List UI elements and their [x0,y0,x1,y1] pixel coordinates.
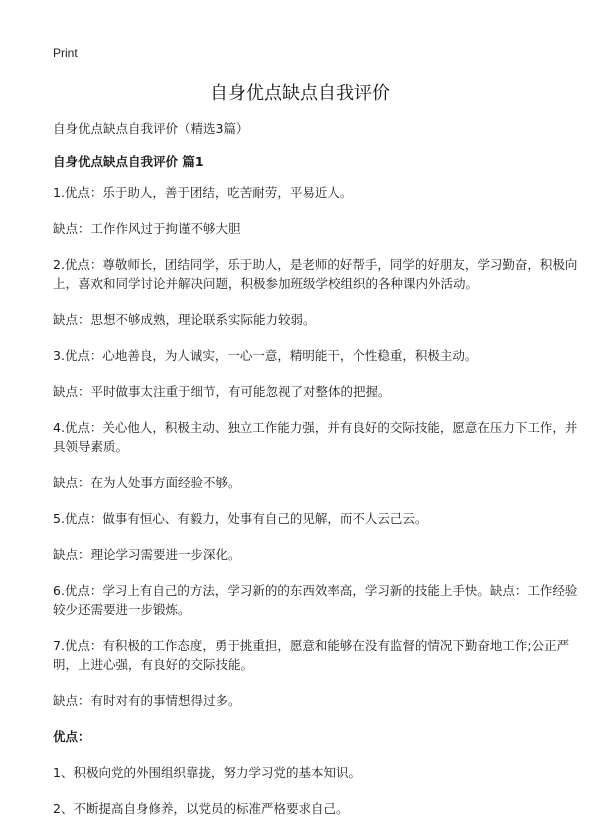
paragraph-5: 3.优点：心地善良，为人诚实，一心一意，精明能干，个性稳重，积极主动。 [53,348,478,363]
section-heading-2: 优点： [53,729,91,744]
paragraph-8: 缺点：在为人处事方面经验不够。 [53,475,241,490]
document-body [53,119,578,835]
paragraph-13: 缺点：有时对有的事情想得过多。 [53,693,241,708]
paragraph-11: 6.优点：学习上有自己的方法，学习新的的东西效率高，学习新的技能上手快。缺点：工作经验较少还需要进一步锻炼。 [53,583,578,617]
paragraph-14: 1、积极向党的外围组织靠拢，努力学习党的基本知识。 [53,765,361,780]
paragraph-12: 7.优点：有积极的工作态度，勇于挑重担，愿意和能够在没有监督的情况下勤奋地工作;公正严明，上进心强，有良好的交际技能。 [53,638,570,672]
paragraph-15: 2、不断提高自身修养，以党员的标准严格要求自己。 [53,801,349,816]
paragraph-4: 缺点：思想不够成熟，理论联系实际能力较弱。 [53,312,316,327]
print-label: Print [53,46,78,60]
document-subtitle: 自身优点缺点自我评价（精选3篇） [53,121,249,136]
paragraph-7: 4.优点：关心他人，积极主动、独立工作能力强，并有良好的交际技能，愿意在压力下工作，并具领导素质。 [53,420,578,454]
paragraph-6: 缺点：平时做事太注重于细节，有可能忽视了对整体的把握。 [53,384,391,399]
paragraph-1: 1.优点：乐于助人，善于团结，吃苦耐劳，平易近人。 [53,185,353,200]
paragraph-9: 5.优点：做事有恒心、有毅力，处事有自己的见解，而不人云己云。 [53,511,428,526]
paragraph-10: 缺点：理论学习需要进一步深化。 [53,547,241,562]
section-heading-1: 自身优点缺点自我评价 篇1 [53,154,204,169]
paragraph-2: 缺点：工作作风过于拘谨不够大胆 [53,221,241,236]
paragraph-3: 2.优点：尊敬师长，团结同学，乐于助人，是老师的好帮手，同学的好朋友，学习勤奋，积极向上，喜欢和同学讨论并解决问题，积极参加班级学校组织的各种课内外活动。 [53,257,578,291]
document-title: 自身优点缺点自我评价 [210,83,390,104]
